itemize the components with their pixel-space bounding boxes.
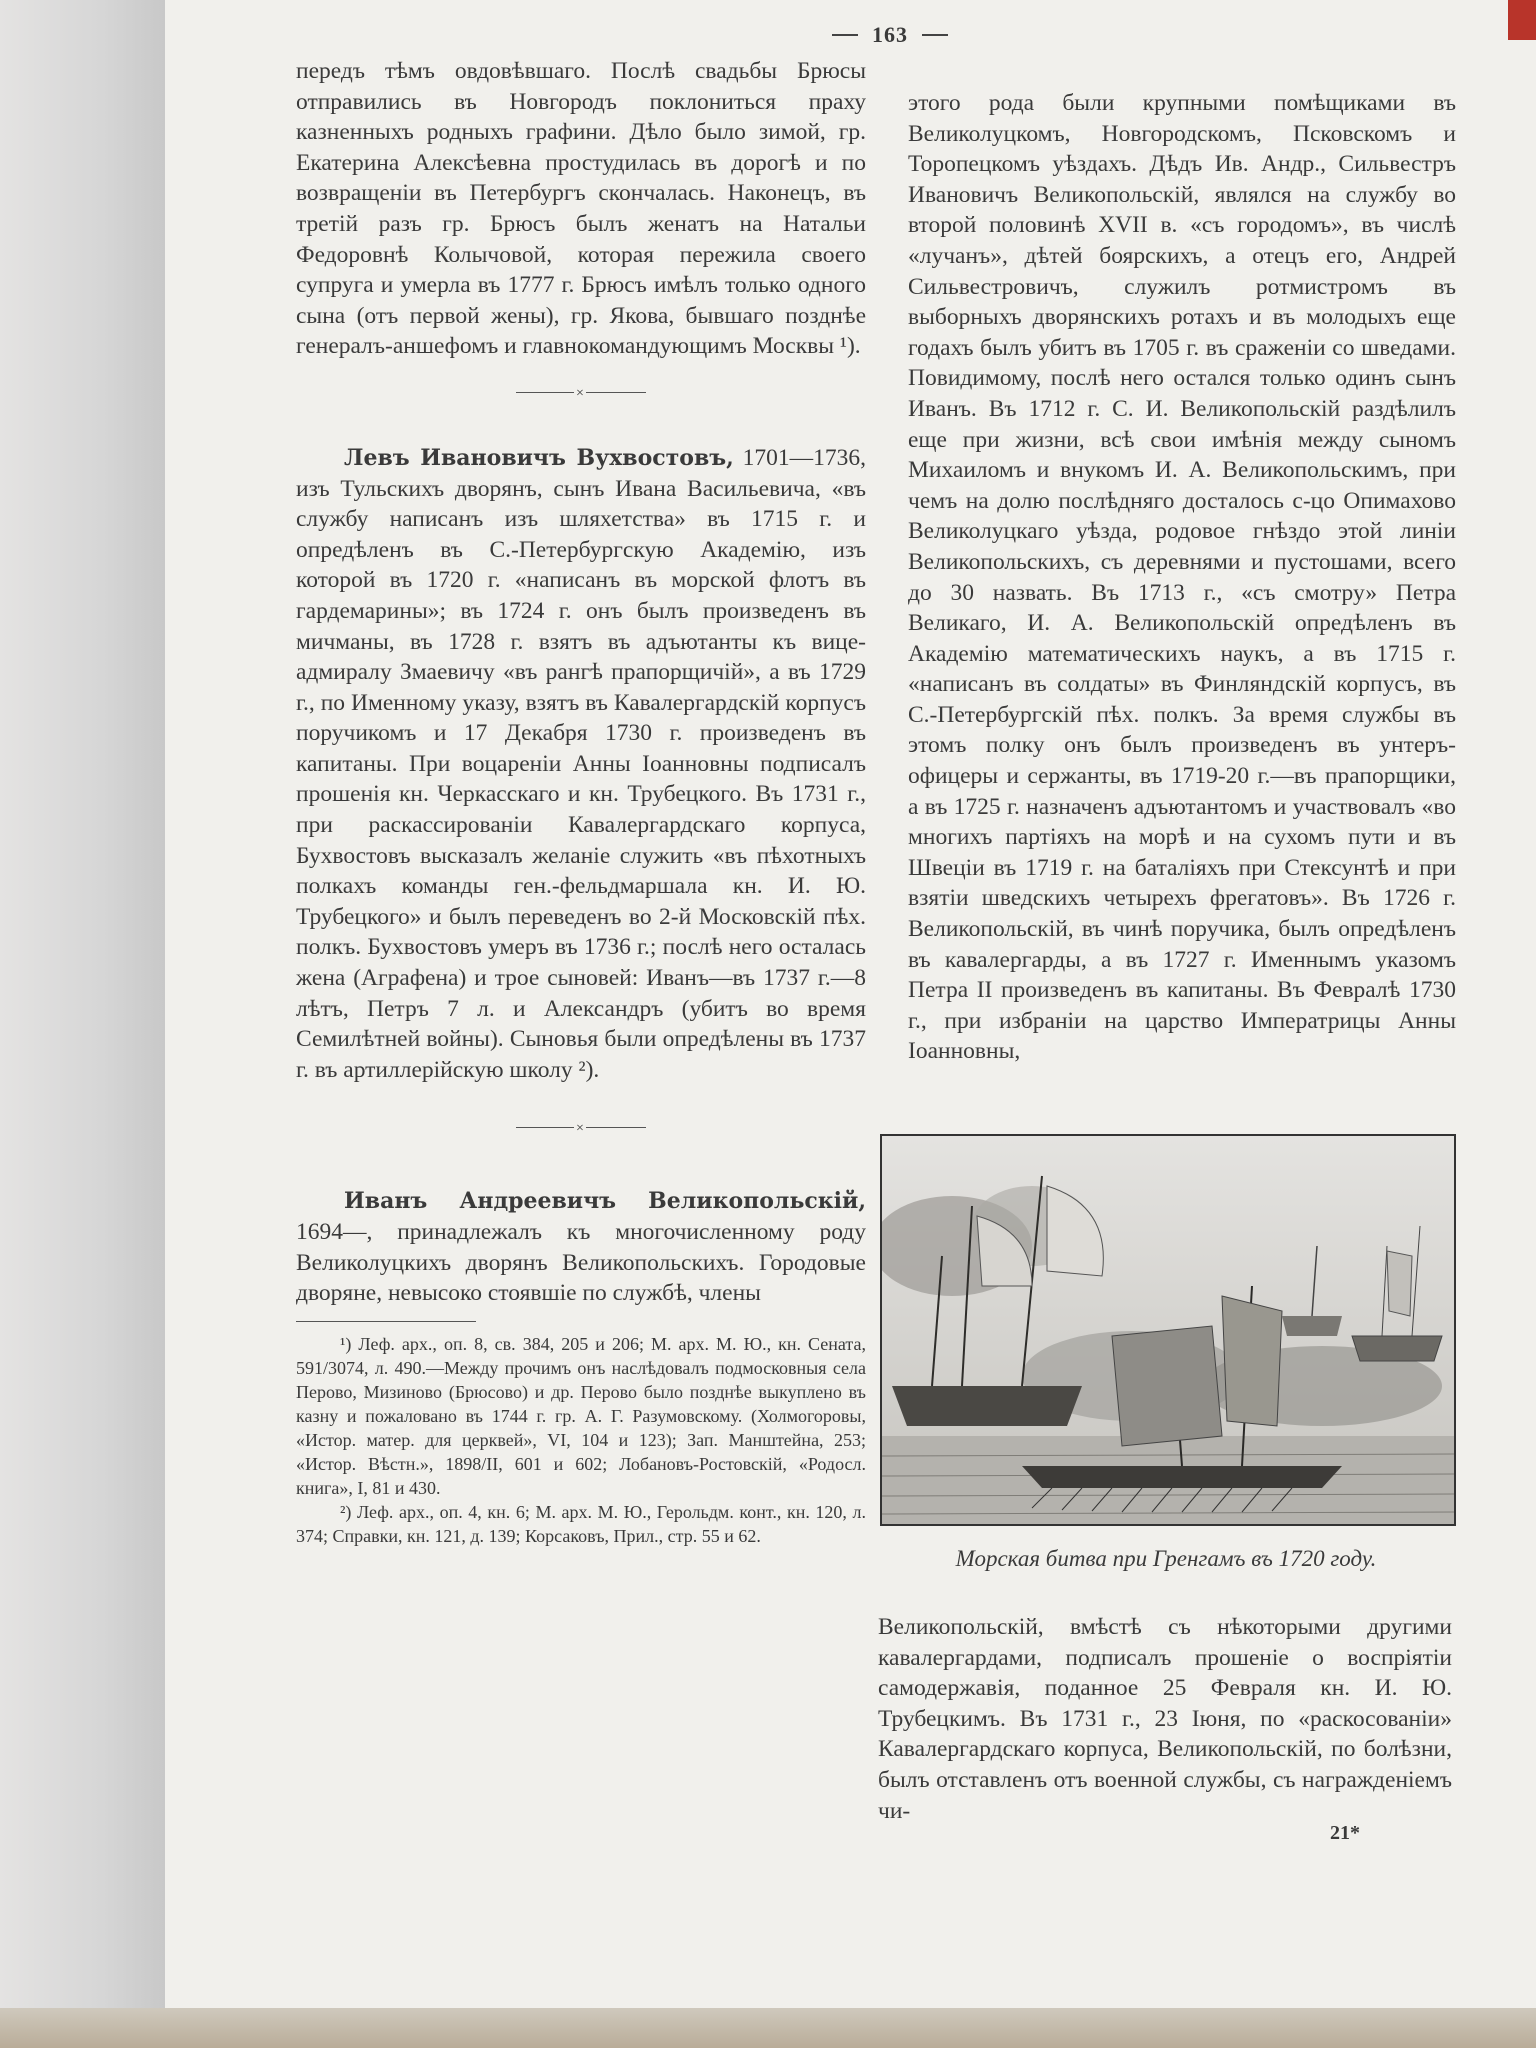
page-header	[800, 22, 980, 48]
entry-heading: Левъ Ивановичъ Вухвостовъ,	[344, 444, 734, 471]
paragraph-bruce-end: передъ тѣмъ овдовѣвшаго. Послѣ свадьбы Брюсы отправились въ Новгородъ поклониться праху казненныхъ родныхъ графини. Дѣло было зимой, гр. Екатерина Алексѣевна простудилась въ дорогѣ и по возвращеніи въ Петербургъ скончалась. Наконецъ, въ третій разъ гр. Брюсъ былъ женатъ на Натальи Федоровнѣ Колычовой, которая пережила своего супруга и умерла въ 1777 г. Брюсъ имѣлъ только одного сына (отъ первой жены), гр. Якова, бывшаго позднѣе генералъ-аншефомъ и главнокомандующимъ Москвы ¹).	[296, 58, 866, 360]
figure-caption: Морская битва при Гренгамъ въ 1720 году.	[955, 1546, 1377, 1571]
header-dash-right	[922, 34, 948, 36]
footnote-2: ²) Леф. арх., оп. 4, кн. 6; М. арх. М. Ю., Герольдм. конт., кн. 120, л. 374; Справки, кн. 121, д. 139; Корсаковъ, Прил., стр. 55 и 62.	[296, 1501, 866, 1546]
signature-mark: 21*	[1330, 1822, 1360, 1844]
engraving-naval-battle	[880, 1134, 1456, 1526]
header-dash-left	[832, 34, 858, 36]
footnotes	[296, 1332, 866, 1548]
table-surface	[0, 2008, 1536, 2048]
paragraph-velikopolsky-continued: этого рода были крупными помѣщиками въ Великолуцкомъ, Новгородскомъ, Псковскомъ и Торопецкомъ уѣздахъ. Дѣдъ Ив. Андр., Сильвестръ Ивановичъ Великопольскій, являлся на службу во второй половинѣ XVII в. «съ городомъ», въ числѣ «лучанъ», дѣтей боярскихъ, а отецъ его, Андрей Сильвестровичъ, служилъ ротмистромъ въ выборныхъ дворянскихъ ротахъ и въ молодыхъ еще годахъ былъ убитъ въ 1705 г. въ сраженіи со шведами. Повидимому, послѣ него остался только одинъ сынъ Иванъ. Въ 1712 г. С. И. Великопольскій раздѣлилъ еще при жизни, всѣ свои имѣнія между сыномъ Михаиломъ и внукомъ И. А. Великопольскимъ, при чемъ на долю послѣдняго досталось с-цо Опимахово Великолуцкаго уѣзда, родовое гнѣздо этой линіи Великопольскихъ, съ деревнями и пустошами, всего до 30 назвать. Въ 1713 г., «съ смотру» Петра Великаго, И. А. Великопольскій опредѣленъ въ Академію математическихъ наукъ, а въ 1715 г. «написанъ въ солдаты» въ Финляндскій корпусъ, въ С.-Петербургскій пѣх. полкъ. За время службы въ этомъ полку онъ былъ произведенъ въ унтеръ-офицеры и сержанты, въ 1719-20 г.—въ прапорщики, а въ 1725 г. назначенъ адъютантомъ и участвовалъ «во многихъ партіяхъ на морѣ и на сухомъ пути и въ Швеціи въ 1719 г. на баталіяхъ при Стексунтѣ и при взятіи шведскихъ четырехъ фрегатовъ». Въ 1726 г. Великопольскій, въ чинѣ поручика, былъ опредѣленъ въ кавалергарды, а въ 1727 г. Именнымъ указомъ Петра II произведенъ въ капитаны. Въ Февралѣ 1730 г., при избраніи на царство Императрицы Анны Іоанновны,	[908, 90, 1456, 1065]
right-column-bottom	[878, 1612, 1452, 1826]
section-separator: ×	[516, 392, 646, 405]
entry-heading: Иванъ Андреевичъ Великопольскій,	[344, 1188, 866, 1215]
entry-body: 1701—1736, изъ Тульскихъ дворянъ, сынъ Ивана Васильевича, «въ службу написанъ изъ шляхетства» въ 1715 г. и опредѣленъ въ С.-Петербургскую Академію, изъ которой въ 1720 г. «написанъ въ морской флотъ въ гардемарины»; въ 1724 г. онъ былъ произведенъ въ мичманы, въ 1728 г. взятъ въ адъютанты къ вице-адмиралу Змаевичу «въ рангѣ прапорщичій», а въ 1729 г., по Именному указу, взятъ въ Кавалергардскій корпусъ поручикомъ и 17 Декабря 1730 г. произведенъ въ капитаны. При воцареніи Анны Іоанновны подписалъ прошенія кн. Черкасскаго и кн. Трубецкого. Въ 1731 г., при раскассированіи Кавалергардскаго корпуса, Бухвостовъ высказалъ желаніе служить «въ пѣхотныхъ полкахъ команды ген.-фельдмаршала кн. И. Ю. Трубецкого» и былъ переведенъ во 2-й Московскій пѣх. полкъ. Бухвостовъ умеръ въ 1736 г.; послѣ него осталась жена (Аграфена) и трое сыновей: Иванъ—въ 1737 г.—8 лѣтъ, Петръ 7 л. и Александръ (убитъ во время Семилѣтней войны). Сыновья были опредѣлены въ 1737 г. въ артиллерійскую школу ²).	[296, 444, 866, 1083]
right-column	[908, 88, 1456, 1067]
paragraph-velikopolsky-end: Великопольскій, вмѣстѣ съ нѣкоторыми другими кавалергардами, подписалъ прошеніе о воспріятіи самодержавія, поданное 25 Февраля кн. И. Ю. Трубецкимъ. Въ 1731 г., 23 Іюня, по «раскосованіи» Кавалергардскаго корпуса, Великопольскій, по болѣзни, былъ отставленъ отъ военной службы, съ награжденіемъ чи-	[878, 1614, 1452, 1824]
footnote-1: ¹) Леф. арх., оп. 8, св. 384, 205 и 206; М. арх. М. Ю., кн. Сената, 591/3074, л. 490.—Между прочимъ онъ наслѣдовалъ подмосковныя села Перово, Мизиново (Брюсово) и др. Перово было позднѣе выкуплено въ казну и пожаловано въ 1744 г. гр. А. Г. Разумовскому. (Холмогоровы, «Истор. матер. для церквей», VI, 104 и 123); Зап. Манштейна, 253; «Истор. Вѣстн.», 1898/II, 601 и 602; Лобановъ-Ростовскій, «Родосл. книга», I, 81 и 430.	[296, 1333, 866, 1498]
section-separator: ×	[516, 1127, 646, 1140]
red-binding-edge	[1508, 0, 1536, 40]
entry-body: 1694—, принадлежалъ къ многочисленному роду Великолуцкихъ дворянъ Великопольскихъ. Городовые дворяне, невысоко стоявшіе по службѣ, члены	[296, 1219, 866, 1307]
footnote-rule	[296, 1321, 476, 1322]
left-column	[296, 56, 866, 1548]
entry-bukhvostov	[296, 443, 866, 1085]
engraving-image	[882, 1136, 1454, 1524]
facing-page-edge	[0, 0, 170, 2048]
page-number: 163	[872, 22, 908, 47]
entry-velikopolsky	[296, 1186, 866, 1308]
